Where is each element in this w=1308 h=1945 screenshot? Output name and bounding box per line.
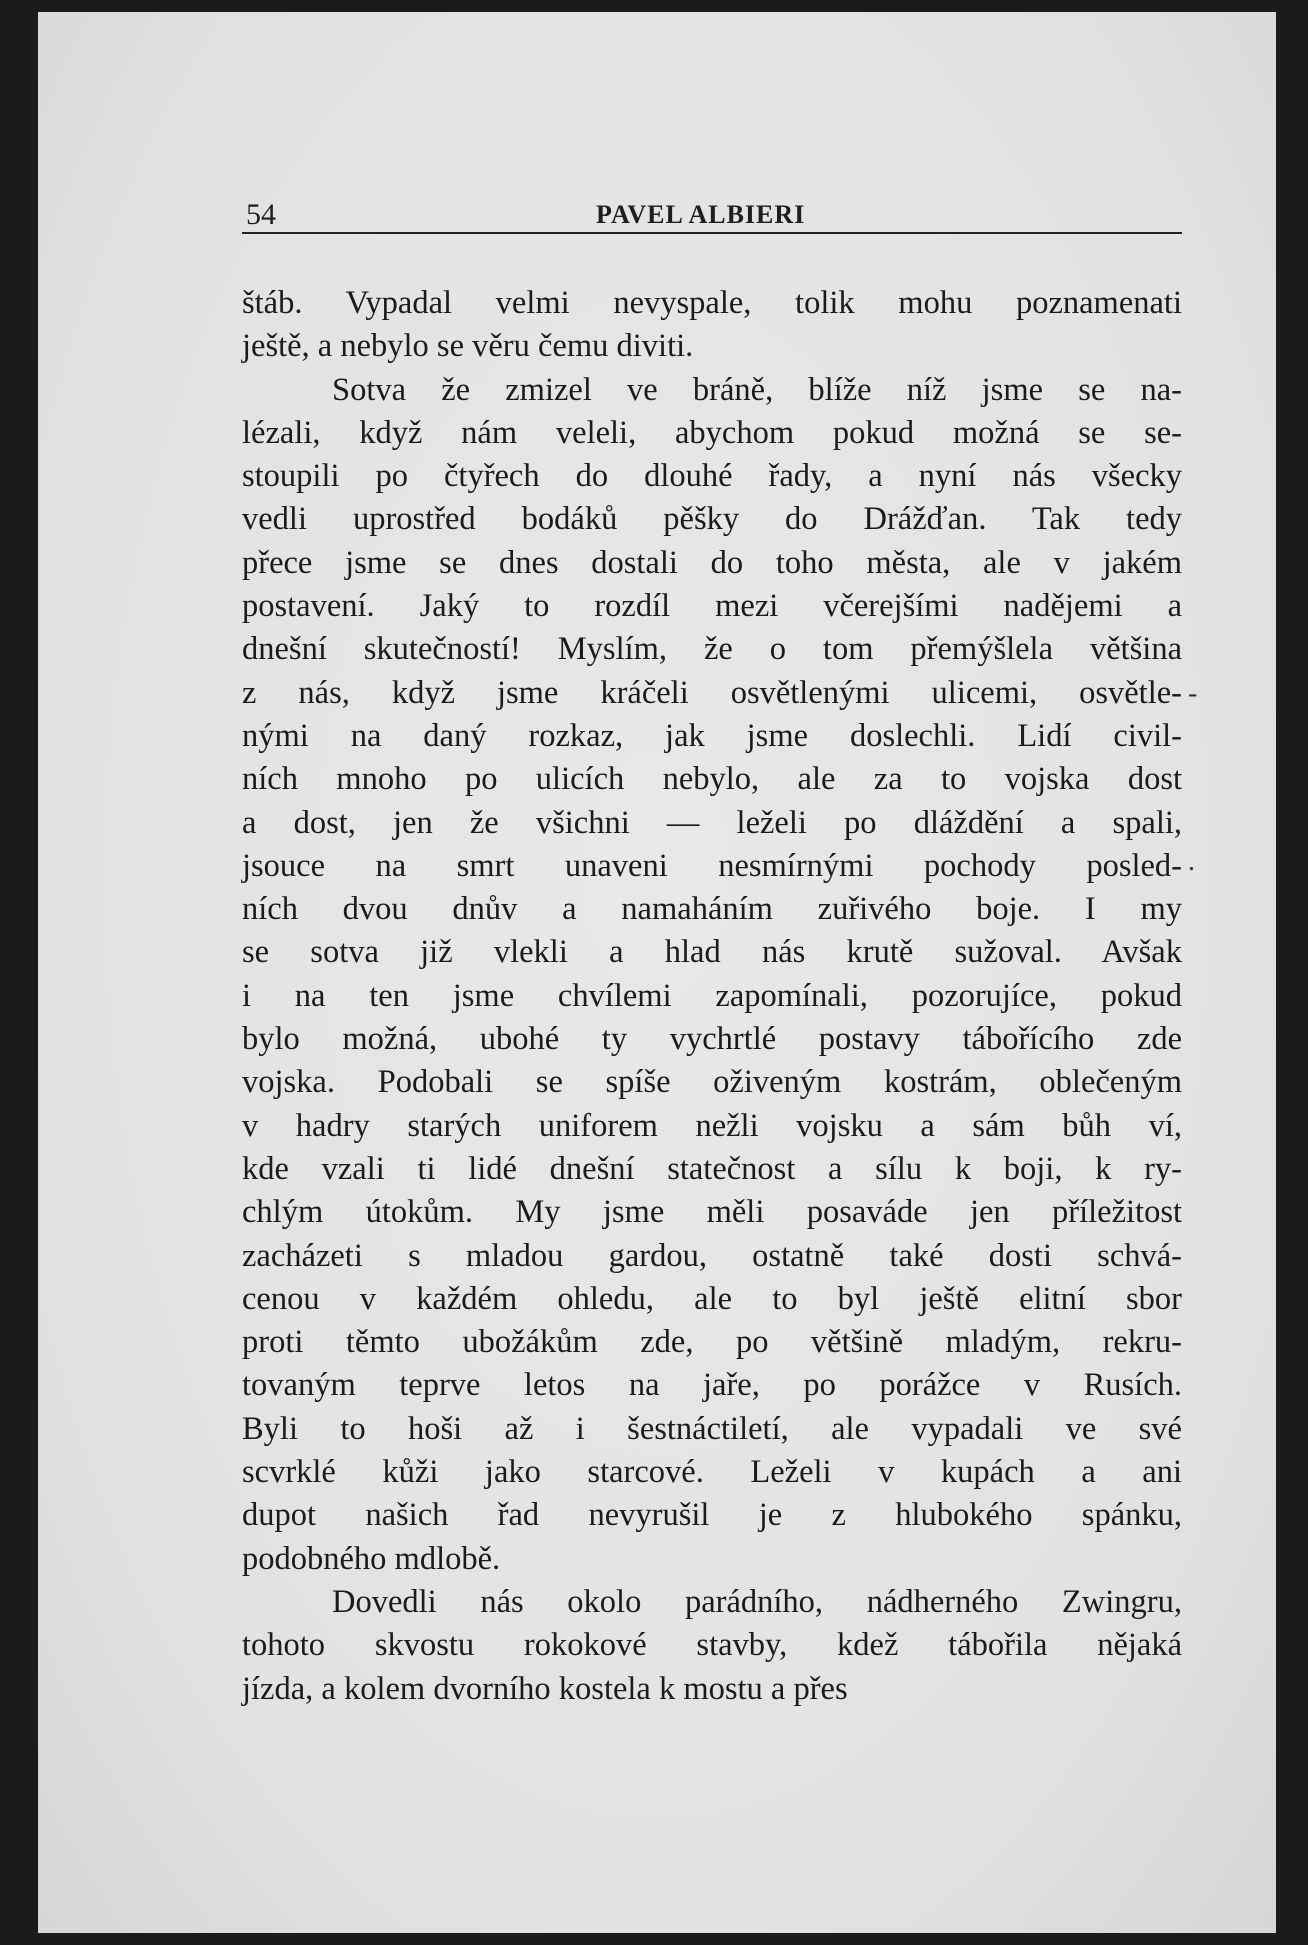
book-page [38,12,1276,1933]
text-line: ještě, a nebylo se věru čemu diviti. [242,328,694,365]
text-line: a dost, jen že všichni — leželi po dláždění a spali, [242,804,1182,841]
page-number: 54 [246,198,276,231]
text-line: dupot našich řad nevyrušil je z hlubokého spánku, [242,1497,1182,1534]
text-line: přece jsme se dnes dostali do toho města, ale v jakém [242,544,1182,581]
text-line: tovaným teprve letos na jaře, po porážce v Rusích. [242,1367,1182,1404]
text-line: Byli to hoši až i šestnáctiletí, ale vypadali ve své [242,1410,1182,1447]
text-line: chlým útokům. My jsme měli posaváde jen příležitost [242,1194,1182,1231]
text-line: kde vzali ti lidé dnešní statečnost a sílu k boji, k ry- [242,1150,1182,1187]
text-line: ních dvou dnův a namaháním zuřivého boje. I my [242,891,1182,928]
paragraph [242,369,1182,1581]
text-line: zacházeti s mladou gardou, ostatně také dosti schvá- [242,1237,1182,1274]
text-line: lézali, když nám veleli, abychom pokud možná se se- [242,414,1182,451]
text-line: jízda, a kolem dvorního kostela k mostu a přes [242,1670,848,1707]
text-line: z nás, když jsme kráčeli osvětlenými ulicemi, osvětle- [242,674,1182,711]
text-line: scvrklé kůži jako starcové. Leželi v kupách a ani [242,1454,1182,1491]
text-line: bylo možná, ubohé ty vychrtlé postavy tábořícího zde [242,1021,1182,1058]
text-line: cenou v každém ohledu, ale to byl ještě elitní sbor [242,1280,1182,1317]
text-line: v hadry starých uniforem nežli vojsku a sám bůh ví, [242,1107,1182,1144]
text-line: jsouce na smrt unaveni nesmírnými pochody posled- [242,847,1182,884]
text-line: stoupili po čtyřech do dlouhé řady, a nyní nás všecky [242,458,1182,495]
text-line: ních mnoho po ulicích nebylo, ale za to vojska dost [242,761,1182,798]
running-head: PAVEL ALBIERI [596,200,806,229]
page-header [242,192,1182,234]
text-line: dnešní skutečností! Myslím, že o tom přemýšlela většina [242,631,1182,668]
text-line: Sotva že zmizel ve bráně, blíže níž jsme se na- [332,371,1182,408]
text-line: Dovedli nás okolo parádního, nádherného Zwingru, [332,1583,1182,1620]
paragraph [242,1581,1182,1711]
text-line: podobného mdlobě. [242,1540,501,1577]
text-line: se sotva již vlekli a hlad nás krutě sužoval. Avšak [242,934,1182,971]
text-line: vojska. Podobali se spíše oživeným kostrám, oblečeným [242,1064,1182,1101]
text-line: postavení. Jaký to rozdíl mezi včerejšími nadějemi a [242,588,1182,625]
text-line: vedli uprostřed bodáků pěšky do Drážďan. Tak tedy [242,501,1182,538]
text-line: nými na daný rozkaz, jak jsme doslechli. Lidí civil- [242,717,1182,754]
paragraph [242,282,1182,369]
text-line: proti těmto ubožákům zde, po většině mladým, rekru- [242,1324,1182,1361]
text-line: i na ten jsme chvílemi zapomínali, pozorujíce, pokud [242,977,1182,1014]
body-text [242,282,1182,1711]
text-line: tohoto skvostu rokokové stavby, kdež tábořila nějaká [242,1627,1182,1664]
margin-mark-dot: . [1188,846,1195,877]
margin-mark-dash: - [1188,678,1198,709]
text-line: štáb. Vypadal velmi nevyspale, tolik mohu poznamenati [242,285,1182,321]
